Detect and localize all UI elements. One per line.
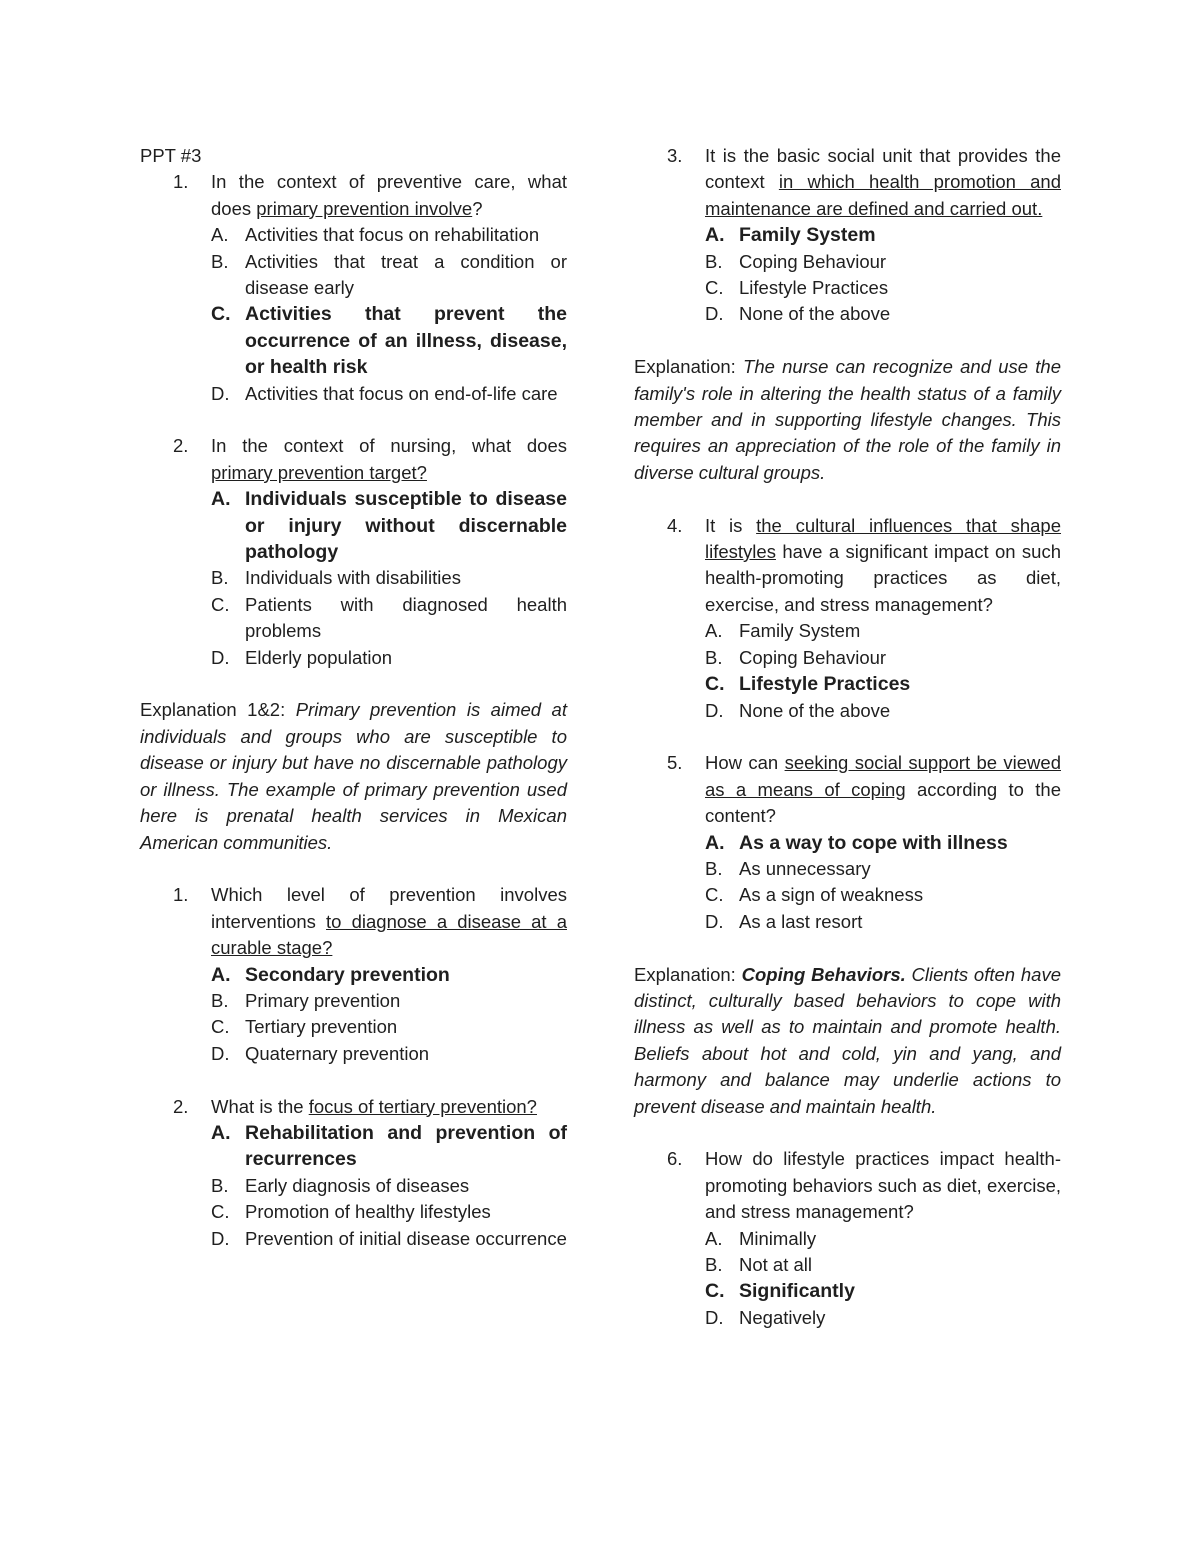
question-1 bbox=[140, 169, 567, 407]
options-list bbox=[705, 830, 1061, 936]
option-d: D. None of the above bbox=[705, 303, 891, 325]
question-number: 1. bbox=[173, 884, 189, 906]
option-d: D. As a last resort bbox=[705, 910, 863, 932]
question-number: 3. bbox=[667, 145, 683, 166]
option-d: D. None of the above bbox=[705, 699, 891, 721]
option-b: B. Not at all bbox=[705, 1253, 813, 1275]
option-b: B. Individuals with disabilities bbox=[211, 567, 461, 589]
option-a: A. Family System bbox=[705, 620, 861, 642]
document-header: PPT #3 bbox=[140, 145, 202, 166]
option-a: A. Activities that focus on rehabilitation bbox=[211, 224, 540, 246]
question-number: 5. bbox=[667, 752, 683, 774]
options-list bbox=[211, 222, 567, 407]
question-4-right bbox=[634, 513, 1061, 724]
question-stem: How do lifestyle practices impact health-promoting behaviors such as diet, exercise, and stress management? bbox=[705, 1148, 1061, 1223]
question-stem: How can seeking social support be viewed as a means of coping according to the content? bbox=[705, 752, 1062, 827]
question-stem: What is the focus of tertiary prevention? bbox=[211, 1095, 537, 1117]
option-a-correct: A. Family System bbox=[705, 224, 876, 247]
question-stem: It is the basic social unit that provides the context in which health promotion and maintenance are defined and carried out. bbox=[705, 145, 1061, 219]
explanation-5: Explanation: Coping Behaviors. Clients often have distinct, culturally based behaviors to cope with illness as well as to maintain and promote health. Beliefs about hot and cold, yin and yang, and harmony and balance may underlie actions to prevent disease and maintain health. bbox=[634, 963, 1061, 1117]
options-list bbox=[211, 1120, 567, 1252]
question-number: 4. bbox=[667, 514, 683, 536]
options-list bbox=[211, 962, 567, 1068]
option-a: A. Minimally bbox=[705, 1227, 817, 1249]
options-list bbox=[705, 222, 1061, 328]
option-c: C. As a sign of weakness bbox=[705, 884, 924, 906]
question-number: 2. bbox=[173, 435, 189, 457]
option-a-correct: A. As a way to cope with illness bbox=[705, 831, 1008, 854]
option-c: C. Promotion of healthy lifestyles bbox=[211, 1201, 491, 1223]
option-d: D. Quaternary prevention bbox=[211, 1042, 430, 1064]
option-b: B. As unnecessary bbox=[705, 857, 871, 879]
option-b: B. Coping Behaviour bbox=[705, 250, 887, 272]
question-stem: Which level of prevention involves interventions to diagnose a disease at a curable stage? bbox=[211, 884, 567, 959]
explanation-1-2: Explanation 1&2: Primary prevention is aimed at individuals and groups who are susceptible to disease or injury but have no discernable pathology or illness. The example of primary prevention used here is prenatal health services in Mexican American communities. bbox=[140, 699, 567, 853]
option-c: C. Lifestyle Practices bbox=[705, 277, 889, 299]
option-b: B. Early diagnosis of diseases bbox=[211, 1174, 470, 1196]
question-5 bbox=[634, 750, 1061, 935]
option-d: D. Activities that focus on end-of-life care bbox=[211, 382, 558, 404]
option-c-correct: C. Activities that prevent the occurrence of an illness, disease, or health risk bbox=[211, 303, 567, 379]
question-3-right bbox=[634, 143, 1061, 328]
question-6 bbox=[634, 1146, 1061, 1331]
option-c-correct: C. Lifestyle Practices bbox=[705, 673, 911, 696]
option-a-correct: A. Secondary prevention bbox=[211, 963, 450, 986]
options-list bbox=[705, 618, 1061, 724]
options-list bbox=[211, 486, 567, 671]
option-a-correct: A. Individuals susceptible to disease or injury without discernable pathology bbox=[211, 488, 567, 564]
question-number: 6. bbox=[667, 1148, 683, 1170]
question-stem: In the context of nursing, what does primary prevention target? bbox=[211, 435, 567, 483]
options-list bbox=[705, 1226, 1061, 1332]
option-b: B. Coping Behaviour bbox=[705, 646, 887, 668]
right-column bbox=[634, 143, 1061, 1331]
option-c: C. Patients with diagnosed health problems bbox=[211, 593, 567, 642]
question-4 bbox=[140, 1094, 567, 1252]
question-stem: It is the cultural influences that shape lifestyles have a significant impact on such health-promoting practices as diet, exercise, and stress management? bbox=[705, 514, 1062, 615]
question-2 bbox=[140, 433, 567, 671]
question-number: 2. bbox=[173, 1095, 189, 1117]
option-b: B. Primary prevention bbox=[211, 989, 401, 1011]
option-a-correct: A. Rehabilitation and prevention of recurrences bbox=[211, 1121, 567, 1171]
option-c-correct: C. Significantly bbox=[705, 1280, 855, 1303]
option-d: D. Elderly population bbox=[211, 646, 393, 668]
option-d: D. Prevention of initial disease occurrence bbox=[211, 1227, 567, 1249]
option-c: C. Tertiary prevention bbox=[211, 1016, 398, 1038]
option-d: D. Negatively bbox=[705, 1306, 826, 1328]
explanation-3: Explanation: The nurse can recognize and use the family's role in altering the health status of a family member and in supporting lifestyle changes. This requires an appreciation of the role of the family in diverse cultural groups. bbox=[634, 356, 1061, 483]
question-stem: In the context of preventive care, what does primary prevention involve? bbox=[211, 171, 567, 219]
question-3 bbox=[140, 882, 567, 1067]
question-number: 1. bbox=[173, 171, 189, 193]
left-column bbox=[140, 143, 567, 1252]
option-b: B. Activities that treat a condition or disease early bbox=[211, 250, 567, 299]
